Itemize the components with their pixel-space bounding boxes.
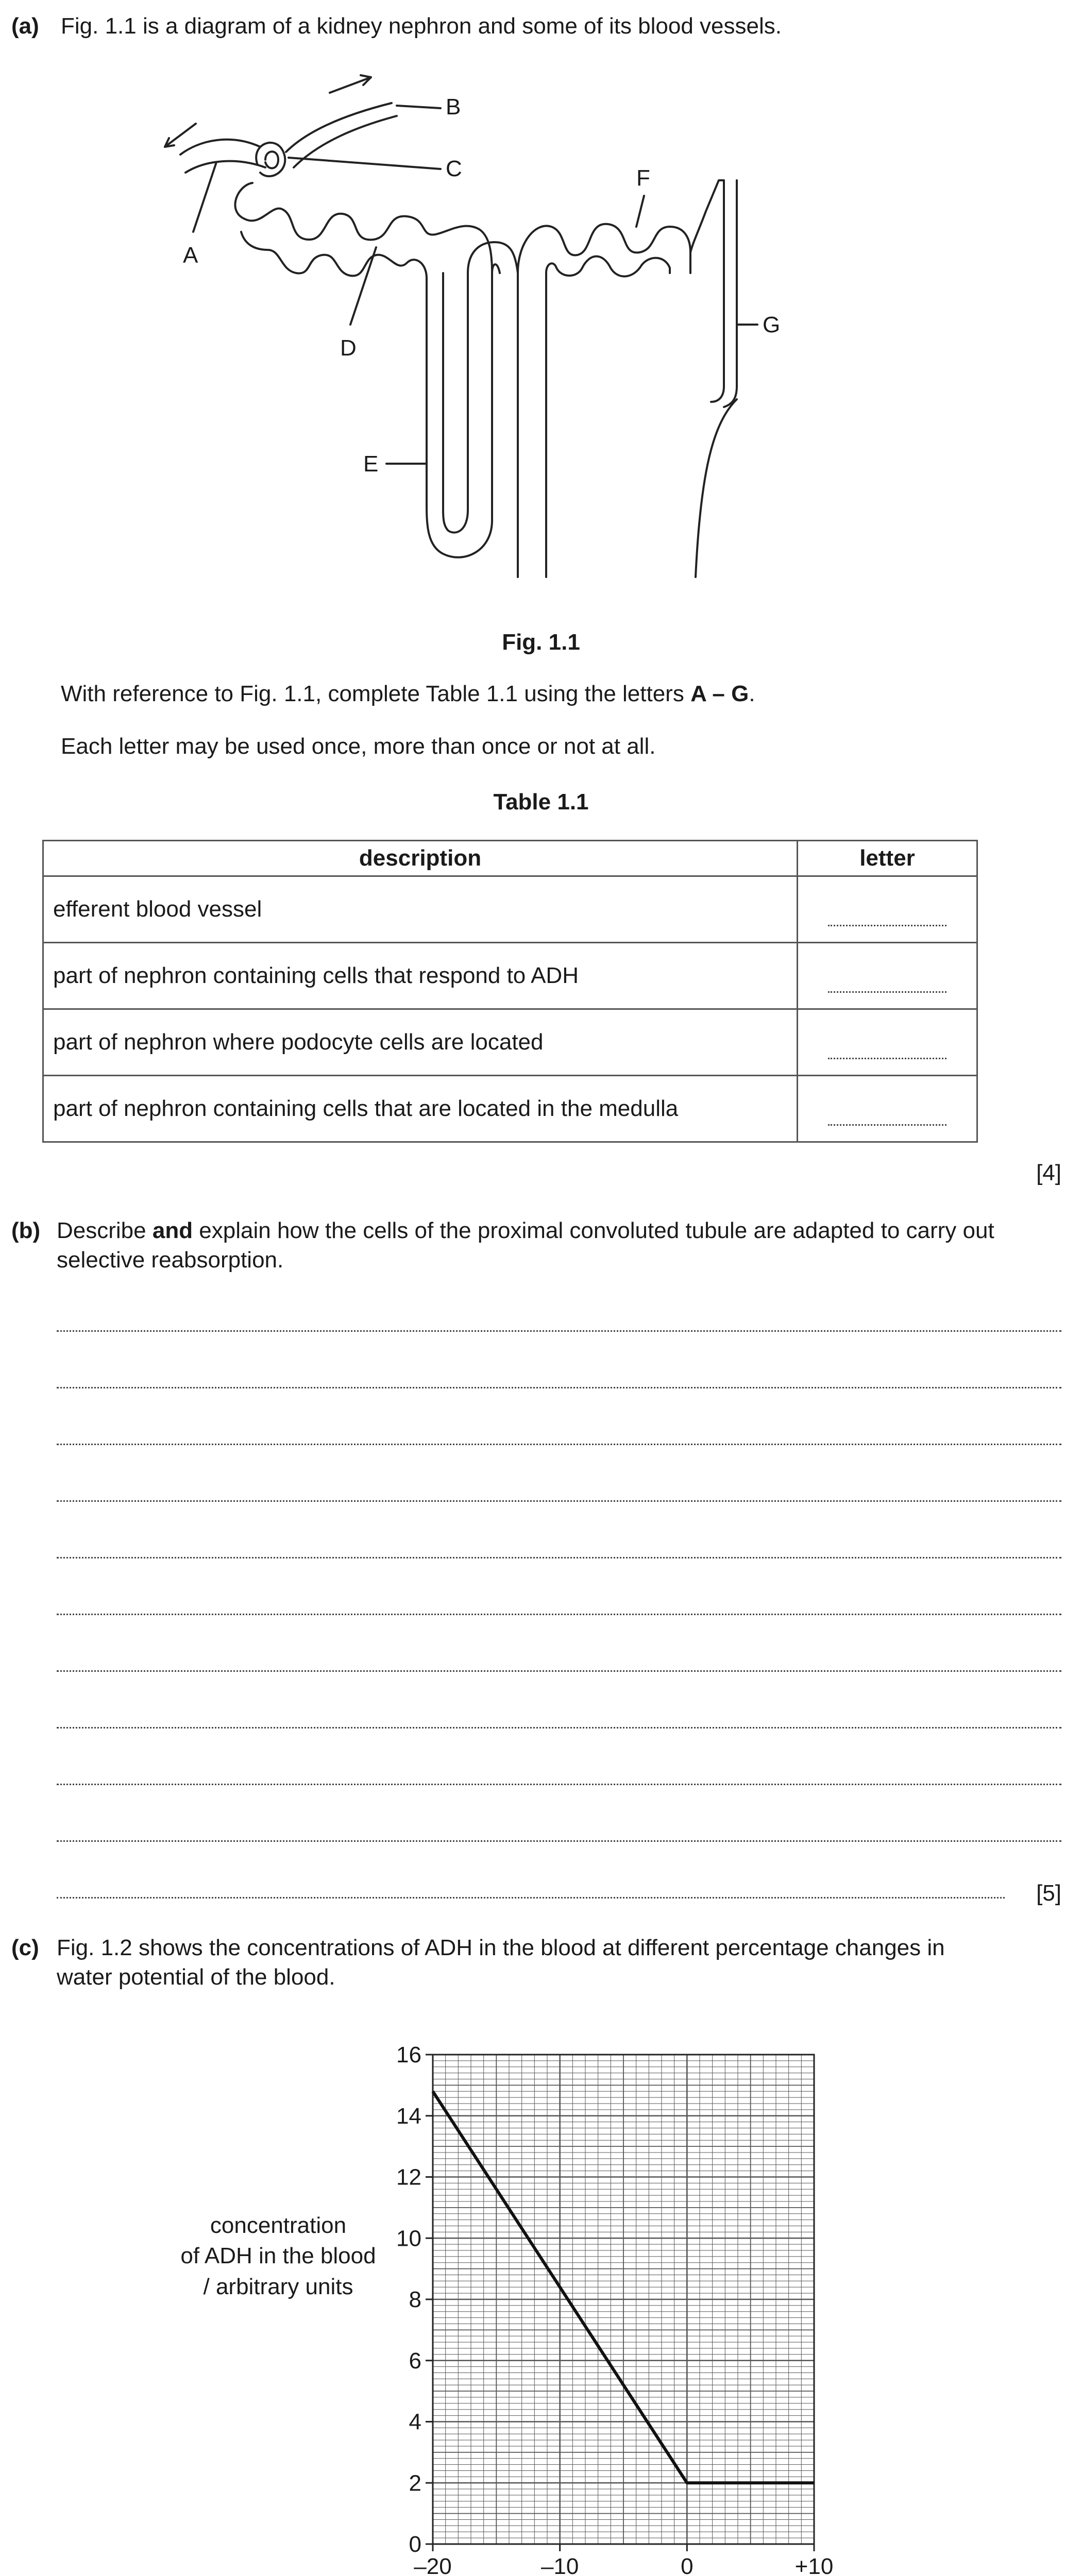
part-b-marks: [5] [1036,1880,1061,1906]
part-a-intro: Fig. 1.1 is a diagram of a kidney nephron and some of its blood vessels. [61,13,782,39]
diagram-label-g: G [763,312,781,337]
y-tick-label: 0 [409,2532,421,2557]
diagram-label-b: B [446,94,461,120]
table-row [43,1009,977,1076]
chart-y-axis-label: concentration of ADH in the blood / arbitrary units [180,2213,376,2299]
answer-line[interactable] [57,1500,1061,1502]
table-header-description: description [43,841,798,876]
part-a-label: (a) [11,13,39,39]
table-cell-description: efferent blood vessel [43,876,798,943]
diagram-label-c: C [446,156,462,181]
table-header-letter: letter [798,841,977,876]
x-tick-label: –10 [540,2554,579,2576]
table-cell-description: part of nephron containing cells that are located in the medulla [43,1076,798,1142]
table-row [43,943,977,1009]
y-tick-label: 12 [396,2164,421,2190]
answer-line[interactable] [57,1444,1061,1445]
y-tick-label: 8 [409,2287,421,2312]
letter-answer-field[interactable] [798,876,977,943]
letter-answer-field[interactable] [798,1009,977,1076]
answer-line[interactable] [57,1727,1061,1728]
part-b-label: (b) [11,1218,41,1243]
letter-answer-field[interactable] [798,1076,977,1142]
table-1-1-title: Table 1.1 [493,789,589,815]
answer-line[interactable] [57,1840,1061,1842]
afferent-vessel-lower [185,161,265,173]
y-tick-label: 6 [409,2348,421,2374]
diagram-label-d: D [340,335,357,361]
y-tick-label: 4 [409,2409,421,2435]
y-tick-label: 16 [396,2042,421,2067]
letter-answer-field[interactable] [798,943,977,1009]
x-tick-label: +10 [794,2554,834,2576]
part-c-label: (c) [11,1935,39,1960]
diagram-label-a: A [183,243,198,268]
y-tick-label: 14 [396,2103,421,2129]
nephron-diagram [155,57,876,603]
table-cell-description: part of nephron where podocyte cells are located [43,1009,798,1076]
part-c-intro: Fig. 1.2 shows the concentrations of ADH in the blood at different percentage changes in water potential of the blood. [57,1935,945,1990]
answer-line[interactable] [57,1614,1061,1615]
part-a-marks: [4] [1036,1160,1061,1185]
table-note: Each letter may be used once, more than once or not at all. [61,734,656,759]
diagram-label-f: F [636,165,650,191]
part-b-question: Describe and explain how the cells of the proximal convoluted tubule are adapted to carry out selective reabsorption. [57,1218,994,1273]
x-tick-label: 0 [681,2554,694,2576]
table-1-1 [42,840,978,1143]
y-tick-label: 10 [396,2226,421,2251]
x-tick-label: –20 [414,2554,452,2576]
answer-line[interactable] [57,1670,1061,1672]
answer-line[interactable] [57,1897,1005,1899]
table-row [43,876,977,943]
afferent-vessel-upper [180,140,260,155]
diagram-label-e: E [363,451,379,477]
answer-line[interactable] [57,1330,1061,1332]
answer-line[interactable] [57,1557,1061,1558]
fig-1-1-caption: Fig. 1.1 [502,630,580,655]
answer-line[interactable] [57,1387,1061,1388]
adh-chart [361,1999,876,2576]
y-tick-label: 2 [409,2470,421,2496]
answer-line[interactable] [57,1784,1061,1785]
table-instruction: With reference to Fig. 1.1, complete Table 1.1 using the letters A – G. [61,681,755,706]
table-row [43,1076,977,1142]
table-cell-description: part of nephron containing cells that respond to ADH [43,943,798,1009]
